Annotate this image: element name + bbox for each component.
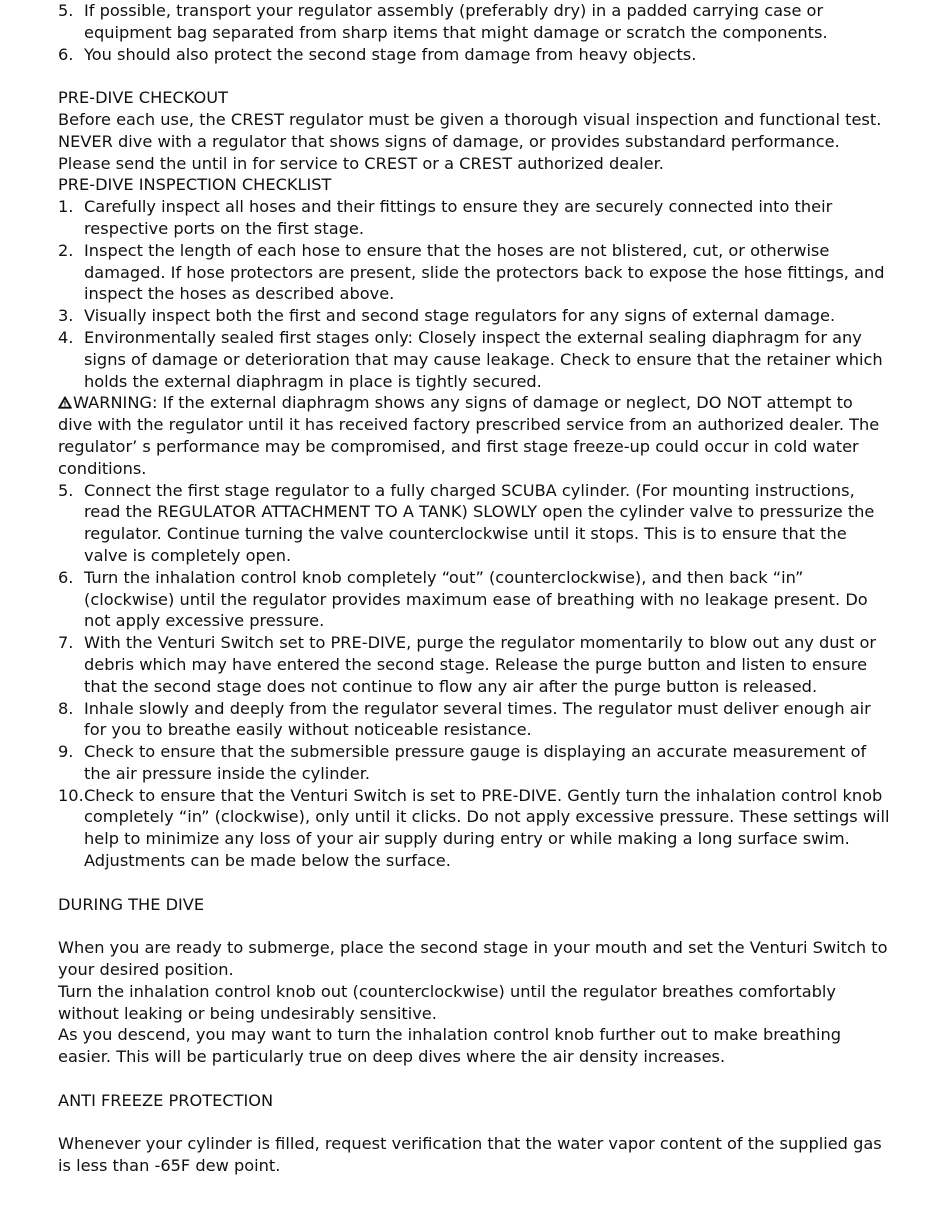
storage-list — [58, 0, 892, 65]
list-number: 6. — [58, 44, 74, 64]
warning-paragraph — [58, 392, 892, 479]
list-number: 2. — [58, 240, 74, 260]
list-text: Connect the first stage regulator to a fully charged SCUBA cylinder. (For mounting instructions, read the REGULATOR ATTACHMENT TO A TANK) SLOWLY open the cylinder valve to pressurize the regulator. Continue turning the valve counterclockwise until it stops. This is to ensure that the valve is completely open. — [84, 480, 875, 565]
during-dive-paragraph: When you are ready to submerge, place the second stage in your mouth and set the Venturi Switch to your desired position. — [58, 938, 888, 980]
warning-triangle-icon — [58, 396, 72, 409]
list-number: 7. — [58, 633, 74, 653]
spacer — [58, 915, 892, 937]
warning-label: WARNING: — [73, 393, 158, 413]
anti-freeze-body: Whenever your cylinder is filled, request verification that the water vapor content of the supplied gas is less than -65F dew point. — [58, 1134, 882, 1176]
spacer — [58, 65, 892, 87]
list-text: Check to ensure that the Venturi Switch is set to PRE-DIVE. Gently turn the inhalation control knob completely “in” (clockwise), only until it clicks. Do not apply excessive pressure. These settings will help to minimize any loss of your air supply during entry or while making a long surface swim. Adjustments can be made below the surface. — [84, 785, 890, 871]
list-item — [58, 632, 892, 697]
list-text: Turn the inhalation control knob completely “out” (counterclockwise), and then back “in” (clockwise) until the regulator provides maximum ease of breathing with no leakage present. Do not apply excessive pressure. — [84, 567, 868, 631]
warning-text: If the external diaphragm shows any signs of damage or neglect, DO NOT attempt to dive with the regulator until it has received factory prescribed service from an authorized dealer. The regulator’ s performance may be compromised, and first stage freeze-up could occur in cold water conditions. — [58, 393, 880, 478]
spacer — [58, 872, 892, 894]
predive-checkout-body: Before each use, the CREST regulator must be given a thorough visual inspection and functional test. NEVER dive with a regulator that shows signs of damage, or provides substandard performance. Please send the until in for service to CREST or a CREST authorized dealer. — [58, 109, 882, 173]
during-dive-heading: DURING THE DIVE — [58, 894, 205, 914]
list-number: 5. — [58, 480, 74, 500]
list-number: 9. — [58, 742, 74, 762]
during-dive-paragraph: As you descend, you may want to turn the inhalation control knob further out to make breathing easier. This will be particularly true on deep dives where the air density increases. — [58, 1025, 842, 1067]
spacer — [58, 1112, 892, 1134]
list-item — [58, 196, 892, 240]
list-number: 6. — [58, 567, 74, 587]
spacer — [58, 1068, 892, 1090]
list-text: You should also protect the second stage from damage from heavy objects. — [84, 44, 697, 64]
list-item — [58, 240, 892, 305]
list-item — [58, 44, 892, 66]
list-text: Environmentally sealed first stages only: Closely inspect the external sealing diaphragm for any signs of damage or deterioration that may cause leakage. Check to ensure that the retainer which holds the external diaphragm in place is tightly secured. — [84, 327, 883, 391]
list-number: 8. — [58, 698, 74, 718]
list-item — [58, 567, 892, 632]
list-item — [58, 698, 892, 742]
list-number: 1. — [58, 197, 74, 217]
during-dive-paragraph: Turn the inhalation control knob out (counterclockwise) until the regulator breathes comfortably without leaking or being undesirably sensitive. — [58, 981, 836, 1023]
list-number: 5. — [58, 1, 74, 20]
anti-freeze-heading: ANTI FREEZE PROTECTION — [58, 1090, 274, 1110]
list-text: Inspect the length of each hose to ensure that the hoses are not blistered, cut, or otherwise damaged. If hose protectors are present, slide the protectors back to expose the hose fittings, and inspect the hoses as described above. — [84, 240, 885, 304]
predive-checkout-heading: PRE-DIVE CHECKOUT — [58, 88, 228, 108]
list-number: 4. — [58, 327, 74, 347]
list-text: If possible, transport your regulator assembly (preferably dry) in a padded carrying case or equipment bag separated from sharp items that might damage or scratch the components. — [84, 1, 828, 42]
list-text: Visually inspect both the first and second stage regulators for any signs of external damage. — [84, 306, 836, 326]
list-item — [58, 785, 892, 872]
list-item — [58, 741, 892, 785]
checklist-list-b — [58, 480, 892, 872]
checklist-heading: PRE-DIVE INSPECTION CHECKLIST — [58, 175, 332, 195]
list-text: With the Venturi Switch set to PRE-DIVE, purge the regulator momentarily to blow out any dust or debris which may have entered the second stage. Release the purge button and listen to ensure that the second stage does not continue to flow any air after the purge button is released. — [84, 633, 877, 696]
list-item — [58, 0, 892, 44]
list-item — [58, 480, 892, 567]
list-item — [58, 305, 892, 327]
list-item — [58, 327, 892, 392]
list-text: Carefully inspect all hoses and their fittings to ensure they are securely connected into their respective ports on the first stage. — [84, 197, 833, 238]
list-number: 10. — [58, 785, 84, 805]
list-text: Inhale slowly and deeply from the regulator several times. The regulator must deliver enough air for you to breathe easily without noticeable resistance. — [84, 698, 871, 740]
list-text: Check to ensure that the submersible pressure gauge is displaying an accurate measurement of the air pressure inside the cylinder. — [84, 742, 867, 783]
list-number: 3. — [58, 306, 74, 326]
checklist-list-a — [58, 196, 892, 392]
